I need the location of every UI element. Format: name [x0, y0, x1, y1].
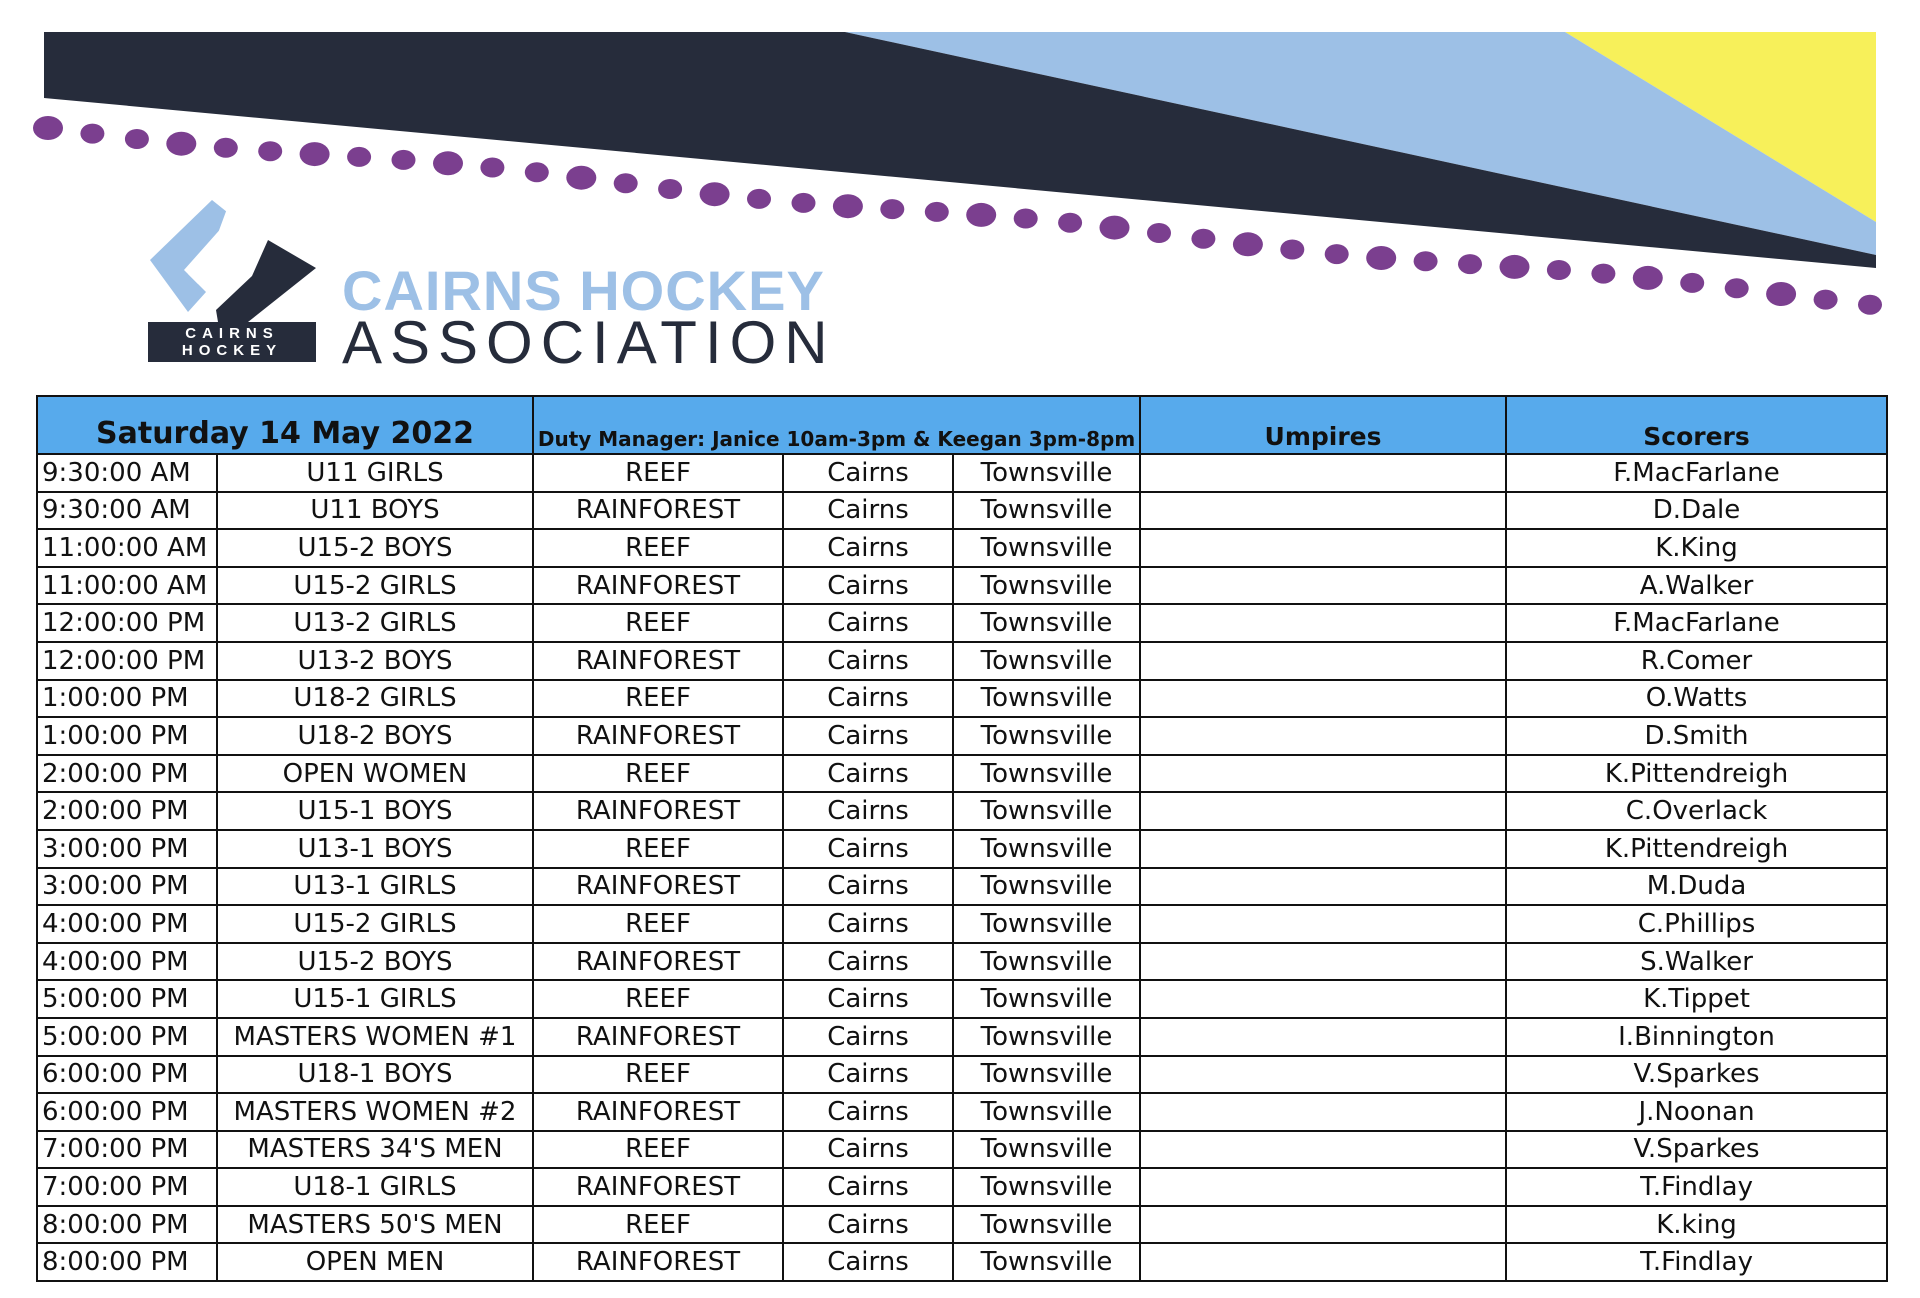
table-row [37, 755, 1887, 793]
umpires-cell [1140, 943, 1506, 981]
banner-dot [1014, 209, 1038, 229]
umpires-cell [1140, 868, 1506, 906]
venue-cell: REEF [533, 980, 783, 1018]
time-cell: 2:00:00 PM [37, 755, 217, 793]
umpires-cell [1140, 755, 1506, 793]
venue-cell: REEF [533, 454, 783, 492]
banner-dot [1147, 223, 1171, 243]
table-row [37, 454, 1887, 492]
banner-dot [525, 162, 549, 182]
away-team-cell: Townsville [953, 642, 1140, 680]
away-team-cell: Townsville [953, 943, 1140, 981]
scorer-cell: T.Findlay [1506, 1168, 1887, 1206]
banner-dot [1814, 290, 1838, 310]
table-row [37, 792, 1887, 830]
table-row [37, 680, 1887, 718]
scorer-cell: F.MacFarlane [1506, 604, 1887, 642]
home-team-cell: Cairns [783, 1131, 953, 1169]
umpires-cell [1140, 529, 1506, 567]
venue-cell: RAINFOREST [533, 792, 783, 830]
time-cell: 9:30:00 AM [37, 454, 217, 492]
time-cell: 8:00:00 PM [37, 1243, 217, 1281]
scorer-cell: K.Pittendreigh [1506, 755, 1887, 793]
umpires-cell [1140, 905, 1506, 943]
venue-cell: RAINFOREST [533, 1093, 783, 1131]
time-cell: 7:00:00 PM [37, 1168, 217, 1206]
banner-dot [347, 147, 371, 167]
table-row [37, 1243, 1887, 1281]
scorer-cell: K.Pittendreigh [1506, 830, 1887, 868]
banner-dot [480, 158, 504, 178]
time-cell: 1:00:00 PM [37, 717, 217, 755]
banner-dot [125, 129, 149, 149]
away-team-cell: Townsville [953, 1131, 1140, 1169]
venue-cell: REEF [533, 1131, 783, 1169]
away-team-cell: Townsville [953, 792, 1140, 830]
division-cell: U15-2 BOYS [217, 943, 533, 981]
banner-dot [1100, 216, 1130, 240]
time-cell: 1:00:00 PM [37, 680, 217, 718]
banner-dot [1233, 232, 1263, 256]
umpires-cell [1140, 1056, 1506, 1094]
table-row [37, 567, 1887, 605]
away-team-cell: Townsville [953, 1093, 1140, 1131]
logo-mark-text [148, 322, 316, 362]
time-cell: 5:00:00 PM [37, 980, 217, 1018]
away-team-cell: Townsville [953, 492, 1140, 530]
umpires-cell [1140, 567, 1506, 605]
venue-cell: REEF [533, 905, 783, 943]
banner-dot [1766, 282, 1796, 306]
home-team-cell: Cairns [783, 680, 953, 718]
home-team-cell: Cairns [783, 1018, 953, 1056]
umpires-cell [1140, 1093, 1506, 1131]
time-cell: 4:00:00 PM [37, 943, 217, 981]
umpires-cell [1140, 1243, 1506, 1281]
time-cell: 11:00:00 AM [37, 529, 217, 567]
banner-dot [214, 138, 238, 158]
venue-cell: REEF [533, 1056, 783, 1094]
table-header-row [37, 396, 1887, 454]
banner-dot [566, 166, 596, 190]
scorer-cell: F.MacFarlane [1506, 454, 1887, 492]
scorer-cell: R.Comer [1506, 642, 1887, 680]
away-team-cell: Townsville [953, 905, 1140, 943]
table-row [37, 1168, 1887, 1206]
venue-cell: RAINFOREST [533, 717, 783, 755]
time-cell: 4:00:00 PM [37, 905, 217, 943]
umpires-cell [1140, 830, 1506, 868]
away-team-cell: Townsville [953, 529, 1140, 567]
scorer-cell: C.Phillips [1506, 905, 1887, 943]
scorer-cell: V.Sparkes [1506, 1056, 1887, 1094]
division-cell: OPEN MEN [217, 1243, 533, 1281]
venue-cell: REEF [533, 1206, 783, 1244]
division-cell: U15-1 BOYS [217, 792, 533, 830]
banner-dot [1280, 240, 1304, 260]
home-team-cell: Cairns [783, 567, 953, 605]
venue-cell: RAINFOREST [533, 642, 783, 680]
date-header: Saturday 14 May 2022 [37, 396, 533, 454]
fixture-table [36, 395, 1888, 1282]
umpires-cell [1140, 1168, 1506, 1206]
banner-dot [1325, 244, 1349, 264]
home-team-cell: Cairns [783, 642, 953, 680]
umpires-cell [1140, 1131, 1506, 1169]
home-team-cell: Cairns [783, 868, 953, 906]
away-team-cell: Townsville [953, 1206, 1140, 1244]
logo-mark-text-line1: CAIRNS [185, 325, 279, 342]
venue-cell: RAINFOREST [533, 567, 783, 605]
time-cell: 5:00:00 PM [37, 1018, 217, 1056]
table-row [37, 980, 1887, 1018]
home-team-cell: Cairns [783, 792, 953, 830]
home-team-cell: Cairns [783, 604, 953, 642]
home-team-cell: Cairns [783, 492, 953, 530]
time-cell: 8:00:00 PM [37, 1206, 217, 1244]
home-team-cell: Cairns [783, 529, 953, 567]
division-cell: U18-2 GIRLS [217, 680, 533, 718]
away-team-cell: Townsville [953, 755, 1140, 793]
table-row [37, 943, 1887, 981]
venue-cell: REEF [533, 604, 783, 642]
table-row [37, 1018, 1887, 1056]
banner-dot [1191, 229, 1215, 249]
banner-dot [166, 132, 196, 156]
brand-subtitle: ASSOCIATION [342, 309, 836, 376]
logo-mark-text-line2: HOCKEY [181, 342, 283, 359]
away-team-cell: Townsville [953, 717, 1140, 755]
home-team-cell: Cairns [783, 1243, 953, 1281]
scorer-cell: C.Overlack [1506, 792, 1887, 830]
away-team-cell: Townsville [953, 980, 1140, 1018]
home-team-cell: Cairns [783, 717, 953, 755]
home-team-cell: Cairns [783, 454, 953, 492]
umpires-cell [1140, 1018, 1506, 1056]
time-cell: 11:00:00 AM [37, 567, 217, 605]
scorer-cell: K.Tippet [1506, 980, 1887, 1018]
venue-cell: RAINFOREST [533, 1168, 783, 1206]
time-cell: 6:00:00 PM [37, 1056, 217, 1094]
table-row [37, 905, 1887, 943]
home-team-cell: Cairns [783, 1056, 953, 1094]
brand-title: CAIRNS HOCKEY [342, 259, 825, 322]
division-cell: U15-2 BOYS [217, 529, 533, 567]
scorer-cell: D.Dale [1506, 492, 1887, 530]
division-cell: U18-2 BOYS [217, 717, 533, 755]
division-cell: U15-2 GIRLS [217, 567, 533, 605]
umpires-cell [1140, 792, 1506, 830]
venue-cell: RAINFOREST [533, 492, 783, 530]
banner-dot [80, 124, 104, 144]
division-cell: U13-1 GIRLS [217, 868, 533, 906]
division-cell: U15-1 GIRLS [217, 980, 533, 1018]
scorer-cell: M.Duda [1506, 868, 1887, 906]
away-team-cell: Townsville [953, 1168, 1140, 1206]
away-team-cell: Townsville [953, 1018, 1140, 1056]
away-team-cell: Townsville [953, 1243, 1140, 1281]
division-cell: U11 GIRLS [217, 454, 533, 492]
division-cell: MASTERS 34'S MEN [217, 1131, 533, 1169]
umpires-cell [1140, 717, 1506, 755]
banner-dot [792, 193, 816, 213]
table-row [37, 492, 1887, 530]
time-cell: 9:30:00 AM [37, 492, 217, 530]
table-row [37, 1131, 1887, 1169]
venue-cell: REEF [533, 680, 783, 718]
away-team-cell: Townsville [953, 604, 1140, 642]
division-cell: MASTERS WOMEN #2 [217, 1093, 533, 1131]
scorer-cell: V.Sparkes [1506, 1131, 1887, 1169]
umpires-cell [1140, 492, 1506, 530]
umpires-cell [1140, 642, 1506, 680]
scorer-cell: S.Walker [1506, 943, 1887, 981]
away-team-cell: Townsville [953, 1056, 1140, 1094]
home-team-cell: Cairns [783, 755, 953, 793]
venue-cell: RAINFOREST [533, 868, 783, 906]
banner-dot [1680, 273, 1704, 293]
umpires-cell [1140, 454, 1506, 492]
away-team-cell: Townsville [953, 830, 1140, 868]
banner-dot [966, 203, 996, 227]
home-team-cell: Cairns [783, 1206, 953, 1244]
away-team-cell: Townsville [953, 680, 1140, 718]
division-cell: U18-1 BOYS [217, 1056, 533, 1094]
time-cell: 6:00:00 PM [37, 1093, 217, 1131]
scorer-cell: O.Watts [1506, 680, 1887, 718]
division-cell: MASTERS WOMEN #1 [217, 1018, 533, 1056]
banner-dot [1858, 295, 1882, 315]
time-cell: 12:00:00 PM [37, 642, 217, 680]
banner-dot [747, 189, 771, 209]
banner-dot [392, 150, 416, 170]
banner-dot [700, 182, 730, 206]
home-team-cell: Cairns [783, 830, 953, 868]
umpires-cell [1140, 1206, 1506, 1244]
table-row [37, 1206, 1887, 1244]
banner-dot [1633, 266, 1663, 290]
banner-dot [433, 151, 463, 175]
time-cell: 3:00:00 PM [37, 868, 217, 906]
banner-dot [1500, 255, 1530, 279]
scorer-cell: T.Findlay [1506, 1243, 1887, 1281]
banner-dot [300, 142, 330, 166]
home-team-cell: Cairns [783, 980, 953, 1018]
division-cell: U18-1 GIRLS [217, 1168, 533, 1206]
venue-cell: RAINFOREST [533, 943, 783, 981]
away-team-cell: Townsville [953, 567, 1140, 605]
banner-dot [1547, 260, 1571, 280]
table-row [37, 529, 1887, 567]
division-cell: U13-2 GIRLS [217, 604, 533, 642]
scorer-cell: I.Binnington [1506, 1018, 1887, 1056]
division-cell: OPEN WOMEN [217, 755, 533, 793]
division-cell: U13-1 BOYS [217, 830, 533, 868]
table-row [37, 642, 1887, 680]
banner-dot [1058, 213, 1082, 233]
banner-dot [880, 199, 904, 219]
time-cell: 7:00:00 PM [37, 1131, 217, 1169]
table-row [37, 830, 1887, 868]
venue-cell: RAINFOREST [533, 1018, 783, 1056]
venue-cell: REEF [533, 529, 783, 567]
venue-cell: RAINFOREST [533, 1243, 783, 1281]
banner-dot [833, 194, 863, 218]
home-team-cell: Cairns [783, 1093, 953, 1131]
scorers-header: Scorers [1506, 396, 1887, 454]
scorer-cell: J.Noonan [1506, 1093, 1887, 1131]
division-cell: U11 BOYS [217, 492, 533, 530]
scorer-cell: D.Smith [1506, 717, 1887, 755]
home-team-cell: Cairns [783, 905, 953, 943]
banner-dot [1725, 278, 1749, 298]
banner-dot [614, 173, 638, 193]
banner-dot [33, 116, 63, 140]
scorer-cell: K.King [1506, 529, 1887, 567]
away-team-cell: Townsville [953, 454, 1140, 492]
table-row [37, 868, 1887, 906]
banner-dot [1414, 251, 1438, 271]
umpires-cell [1140, 604, 1506, 642]
division-cell: U15-2 GIRLS [217, 905, 533, 943]
banner-dot [925, 202, 949, 222]
umpires-header: Umpires [1140, 396, 1506, 454]
fixture-rows [37, 454, 1887, 1281]
umpires-cell [1140, 680, 1506, 718]
division-cell: U13-2 BOYS [217, 642, 533, 680]
home-team-cell: Cairns [783, 1168, 953, 1206]
table-row [37, 604, 1887, 642]
duty-manager-header: Duty Manager: Janice 10am-3pm & Keegan 3pm-8pm [533, 396, 1140, 454]
home-team-cell: Cairns [783, 943, 953, 981]
scorer-cell: A.Walker [1506, 567, 1887, 605]
banner-dot [1366, 246, 1396, 270]
table-row [37, 1056, 1887, 1094]
banner-dot [258, 141, 282, 161]
scorer-cell: K.king [1506, 1206, 1887, 1244]
venue-cell: REEF [533, 755, 783, 793]
table-row [37, 1093, 1887, 1131]
division-cell: MASTERS 50'S MEN [217, 1206, 533, 1244]
away-team-cell: Townsville [953, 868, 1140, 906]
table-row [37, 717, 1887, 755]
time-cell: 2:00:00 PM [37, 792, 217, 830]
banner-dot [1458, 254, 1482, 274]
time-cell: 12:00:00 PM [37, 604, 217, 642]
umpires-cell [1140, 980, 1506, 1018]
banner-dot [658, 179, 682, 199]
venue-cell: REEF [533, 830, 783, 868]
time-cell: 3:00:00 PM [37, 830, 217, 868]
banner-dot [1591, 264, 1615, 284]
